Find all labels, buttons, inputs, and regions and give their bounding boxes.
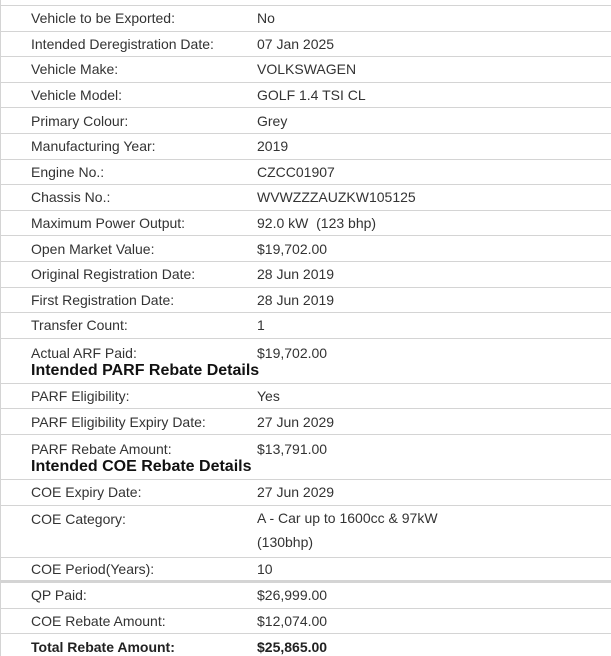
value: 2019 [257, 138, 289, 155]
row-vehicle-model [1, 83, 611, 109]
row-maximum-power-output [1, 211, 611, 237]
value: 10 [257, 560, 273, 577]
label: COE Rebate Amount: [31, 612, 166, 629]
value: $25,865.00 [257, 639, 328, 656]
value: GOLF 1.4 TSI CL [257, 87, 366, 104]
label: Vehicle Make: [31, 61, 119, 78]
label: Vehicle to be Exported: [31, 10, 175, 27]
value: No [257, 10, 275, 27]
label: COE Expiry Date: [31, 484, 142, 501]
row-parf-rebate-amount-with-coe-title [1, 435, 611, 480]
value: A - Car up to 1600cc & 97kW (130bhp) [257, 509, 438, 550]
value: Yes [257, 388, 280, 405]
row-parf-eligibility-expiry-date [1, 409, 611, 435]
value: 07 Jan 2025 [257, 35, 335, 52]
value: 1 [257, 317, 265, 334]
label: Transfer Count: [31, 317, 128, 334]
value: 27 Jun 2029 [257, 413, 335, 430]
value: WVWZZZAUZKW105125 [257, 189, 416, 206]
value: 92.0 kW (123 bhp) [257, 215, 377, 232]
label: Maximum Power Output: [31, 215, 186, 232]
value: Grey [257, 112, 288, 129]
row-parf-eligibility [1, 384, 611, 410]
row-original-registration-date [1, 262, 611, 288]
value: 28 Jun 2019 [257, 291, 335, 308]
row-transfer-count [1, 313, 611, 339]
label: Total Rebate Amount: [31, 639, 175, 656]
coe-section-title: Intended COE Rebate Details [31, 457, 252, 475]
label: Chassis No.: [31, 189, 111, 206]
label: Vehicle Model: [31, 87, 123, 104]
label: Engine No.: [31, 163, 105, 180]
value: 28 Jun 2019 [257, 266, 335, 283]
parf-section-title: Intended PARF Rebate Details [31, 361, 260, 379]
value: 27 Jun 2029 [257, 484, 335, 501]
row-coe-rebate-amount [1, 609, 611, 635]
label: Primary Colour: [31, 112, 129, 129]
row-intended-deregistration-date [1, 32, 611, 58]
label: Manufacturing Year: [31, 138, 156, 155]
value: $26,999.00 [257, 587, 328, 604]
label: PARF Rebate Amount: [31, 440, 172, 457]
row-coe-period-years [1, 558, 611, 584]
row-engine-no [1, 160, 611, 186]
value: $19,702.00 [257, 344, 328, 361]
label: Intended Deregistration Date: [31, 35, 214, 52]
label: Actual ARF Paid: [31, 344, 137, 361]
row-vehicle-make [1, 57, 611, 83]
value: $13,791.00 [257, 440, 328, 457]
value: VOLKSWAGEN [257, 61, 357, 78]
row-parf-rebate-amount [1, 435, 611, 457]
row-actual-arf-paid-with-parf-title [1, 339, 611, 384]
label: PARF Eligibility Expiry Date: [31, 413, 206, 430]
row-coe-category [1, 506, 611, 558]
value: CZCC01907 [257, 163, 335, 180]
row-chassis-no [1, 185, 611, 211]
row-primary-colour [1, 108, 611, 134]
label: COE Category: [31, 510, 126, 527]
label: QP Paid: [31, 587, 87, 604]
row-actual-arf-paid [1, 339, 611, 361]
label: COE Period(Years): [31, 560, 155, 577]
row-vehicle-to-be-exported [1, 6, 611, 32]
value: $19,702.00 [257, 240, 328, 257]
label: Open Market Value: [31, 240, 155, 257]
value: $12,074.00 [257, 612, 328, 629]
row-qp-paid [1, 583, 611, 609]
row-coe-expiry-date [1, 480, 611, 506]
label: First Registration Date: [31, 291, 175, 308]
row-open-market-value [1, 236, 611, 262]
row-first-registration-date [1, 288, 611, 314]
label: Original Registration Date: [31, 266, 196, 283]
label: PARF Eligibility: [31, 388, 130, 405]
row-total-rebate-amount [1, 634, 611, 656]
row-manufacturing-year [1, 134, 611, 160]
